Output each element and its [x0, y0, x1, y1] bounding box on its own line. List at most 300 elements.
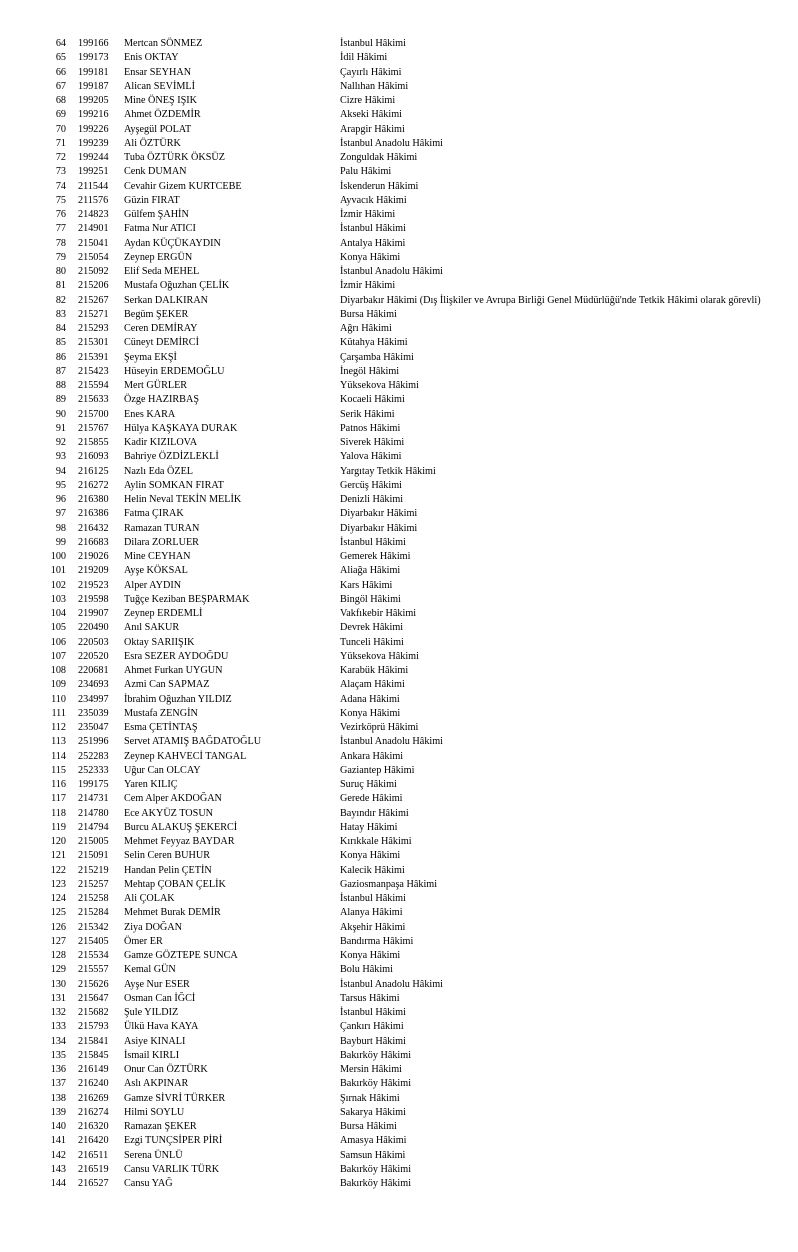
judge-name: Fatma ÇIRAK [124, 508, 184, 520]
table-row [0, 294, 798, 308]
judge-name: Bahriye ÖZDİZLEKLİ [124, 451, 219, 463]
registry-number: 215054 [78, 251, 109, 263]
assignment-post: Gercüş Hâkimi [340, 479, 402, 491]
table-row [0, 1035, 798, 1049]
table-row [0, 764, 798, 778]
table-row [0, 507, 798, 521]
row-number: 112 [51, 722, 66, 733]
judge-name: Ramazan ŞEKER [124, 1121, 197, 1132]
assignment-post: Bakırköy Hâkimi [340, 1163, 412, 1175]
table-row [0, 750, 798, 764]
row-number: 104 [50, 608, 66, 619]
row-number: 121 [50, 850, 66, 862]
table-row [0, 978, 798, 992]
row-number: 125 [50, 907, 66, 919]
assignment-post: İzmir Hâkimi [340, 280, 396, 292]
registry-number: 215405 [78, 935, 109, 947]
judge-name: Hilmi SOYLU [124, 1106, 185, 1118]
judge-name: Kemal GÜN [124, 964, 176, 976]
table-row [0, 336, 798, 350]
assignment-post: Bursa Hâkimi [340, 308, 397, 320]
row-number: 83 [55, 308, 66, 320]
row-number: 123 [50, 878, 66, 890]
judge-name: Aylin SOMKAN FIRAT [124, 479, 224, 491]
assignment-post: Tunceli Hâkimi [340, 636, 404, 648]
row-number: 124 [50, 893, 66, 904]
assignment-post: Çayırlı Hâkimi [340, 66, 402, 78]
row-number: 143 [50, 1163, 66, 1175]
table-row [0, 408, 798, 422]
assignment-post: Yalova Hâkimi [340, 451, 402, 463]
row-number: 106 [50, 636, 66, 648]
registry-number: 216269 [78, 1092, 109, 1104]
assignment-post: Yüksekova Hâkimi [340, 650, 419, 662]
registry-number: 215271 [78, 308, 109, 320]
judge-name: Dilara ZORLUER [124, 536, 199, 548]
judge-name: Aydan KÜÇÜKAYDIN [124, 237, 221, 249]
table-row [0, 108, 798, 122]
assignment-post: Yüksekova Hâkimi [340, 380, 419, 391]
registry-number: 215682 [78, 1007, 109, 1018]
judge-name: Cem Alper AKDOĞAN [124, 793, 222, 805]
table-row [0, 1049, 798, 1063]
table-row [0, 66, 798, 80]
table-row [0, 365, 798, 379]
row-number: 80 [55, 266, 66, 277]
judge-name: Mehtap ÇOBAN ÇELİK [124, 878, 226, 890]
judge-name: Fatma Nur ATICI [124, 223, 196, 235]
judge-name: Helin Neval TEKİN MELİK [124, 494, 242, 505]
assignment-post: Diyarbakır Hâkimi [340, 522, 418, 534]
table-row [0, 80, 798, 94]
judge-name: Zeynep ERDEMLİ [124, 608, 203, 619]
row-number: 140 [50, 1121, 66, 1132]
judge-name: Mustafa Oğuzhan ÇELİK [124, 280, 230, 292]
row-number: 127 [50, 935, 66, 947]
judge-name: Burcu ALAKUŞ ŞEKERCİ [124, 821, 238, 833]
registry-number: 215626 [78, 978, 109, 990]
registry-number: 199239 [78, 137, 109, 149]
table-row [0, 1077, 798, 1091]
registry-number: 216093 [78, 451, 109, 463]
table-row [0, 51, 798, 65]
assignment-post: Antalya Hâkimi [340, 237, 406, 249]
assignment-post: İstanbul Anadolu Hâkimi [340, 736, 443, 748]
table-row [0, 892, 798, 906]
row-number: 93 [55, 451, 66, 463]
row-number: 92 [55, 437, 66, 448]
table-row [0, 664, 798, 678]
judge-name: Anıl SAKUR [124, 622, 180, 634]
registry-number: 215091 [78, 850, 109, 862]
registry-number: 216527 [78, 1178, 109, 1189]
registry-number: 199166 [78, 38, 109, 49]
row-number: 119 [51, 821, 66, 833]
row-number: 105 [50, 622, 66, 634]
table-row [0, 1092, 798, 1106]
row-number: 95 [55, 479, 66, 491]
row-number: 113 [51, 736, 66, 748]
table-row [0, 778, 798, 792]
table-row [0, 792, 798, 806]
registry-number: 219026 [78, 551, 109, 562]
judge-name: Aslı AKPINAR [124, 1078, 189, 1090]
judge-name: Nazlı Eda ÖZEL [124, 465, 194, 477]
table-row [0, 906, 798, 920]
registry-number: 216274 [78, 1106, 109, 1118]
row-number: 116 [51, 779, 66, 790]
assignment-post: Gerede Hâkimi [340, 793, 403, 805]
judge-name: Cenk DUMAN [124, 166, 187, 178]
table-row [0, 222, 798, 236]
registry-number: 199251 [78, 166, 109, 178]
row-number: 110 [51, 693, 66, 705]
assignment-post: Samsun Hâkimi [340, 1149, 406, 1161]
row-number: 74 [55, 180, 66, 192]
table-row [0, 935, 798, 949]
registry-number: 252333 [78, 764, 109, 776]
table-row [0, 650, 798, 664]
registry-number: 214780 [78, 807, 109, 819]
table-row [0, 963, 798, 977]
assignment-post: İstanbul Hâkimi [340, 893, 406, 904]
assignment-post: Şırnak Hâkimi [340, 1092, 400, 1104]
judge-name: Şeyma EKŞİ [124, 351, 177, 363]
row-number: 122 [50, 864, 66, 876]
table-row [0, 1006, 798, 1020]
row-number: 96 [55, 494, 66, 505]
registry-number: 215647 [78, 992, 109, 1004]
row-number: 126 [50, 921, 66, 933]
assignment-post: Patnos Hâkimi [340, 422, 401, 434]
registry-number: 214901 [78, 223, 109, 235]
assignment-post: Sakarya Hâkimi [340, 1106, 406, 1118]
registry-number: 215855 [78, 437, 109, 448]
judge-name: Enis OKTAY [124, 52, 179, 64]
registry-number: 220490 [78, 622, 109, 634]
judge-name: Mine ÖNEŞ IŞIK [124, 95, 198, 106]
judge-name: Kadir KIZILOVA [124, 437, 198, 448]
registry-number: 199216 [78, 109, 109, 121]
row-number: 72 [55, 152, 66, 163]
table-row [0, 550, 798, 564]
assignment-post: Kırıkkale Hâkimi [340, 836, 412, 847]
table-row [0, 279, 798, 293]
table-row [0, 450, 798, 464]
table-row [0, 1149, 798, 1163]
registry-number: 215534 [78, 950, 109, 961]
assignment-post: Vakfıkebir Hâkimi [340, 608, 417, 619]
row-number: 138 [50, 1092, 66, 1104]
row-number: 77 [55, 223, 66, 235]
assignment-list [0, 37, 798, 1191]
table-row [0, 123, 798, 137]
assignment-post: Aliağa Hâkimi [340, 565, 401, 577]
registry-number: 199175 [78, 779, 109, 790]
registry-number: 215845 [78, 1049, 109, 1061]
row-number: 97 [55, 508, 66, 520]
registry-number: 215005 [78, 836, 109, 847]
table-row [0, 180, 798, 194]
judge-name: Handan Pelin ÇETİN [124, 864, 212, 876]
judge-name: Mertcan SÖNMEZ [124, 38, 203, 49]
row-number: 66 [55, 66, 66, 78]
assignment-post: Gaziantep Hâkimi [340, 764, 415, 776]
row-number: 128 [50, 950, 66, 961]
judge-name: Serena ÜNLÜ [124, 1149, 183, 1161]
assignment-post: İskenderun Hâkimi [340, 180, 419, 192]
registry-number: 219907 [78, 608, 109, 619]
judge-name: Ahmet ÖZDEMİR [124, 109, 201, 121]
table-row [0, 151, 798, 165]
table-row [0, 322, 798, 336]
judge-name: Ramazan TURAN [124, 522, 200, 534]
row-number: 134 [50, 1035, 66, 1047]
row-number: 76 [55, 209, 66, 220]
registry-number: 199173 [78, 52, 109, 64]
assignment-post: Suruç Hâkimi [340, 779, 397, 790]
assignment-post: İstanbul Anadolu Hâkimi [340, 978, 443, 990]
row-number: 68 [55, 95, 66, 106]
table-row [0, 479, 798, 493]
registry-number: 220681 [78, 665, 109, 676]
judge-name: Ali ÇOLAK [124, 893, 175, 904]
table-row [0, 265, 798, 279]
judge-name: Osman Can İĞCİ [124, 992, 196, 1004]
registry-number: 215841 [78, 1035, 109, 1047]
row-number: 107 [50, 650, 66, 662]
table-row [0, 351, 798, 365]
judge-name: Tuba ÖZTÜRK ÖKSÜZ [124, 152, 225, 163]
registry-number: 215793 [78, 1021, 109, 1033]
assignment-post: Devrek Hâkimi [340, 622, 404, 634]
assignment-post: Diyarbakır Hâkimi (Dış İlişkiler ve Avrupa Birliği Genel Müdürlüğü'nde Tetkik Hâkimi olarak görevli) [340, 294, 761, 306]
row-number: 144 [50, 1178, 66, 1189]
registry-number: 215257 [78, 878, 109, 890]
registry-number: 211544 [78, 180, 109, 192]
judge-name: Ayşegül POLAT [124, 123, 192, 135]
registry-number: 234693 [78, 679, 109, 691]
judge-name: Uğur Can OLCAY [124, 764, 201, 776]
row-number: 133 [50, 1021, 66, 1033]
table-row [0, 992, 798, 1006]
registry-number: 215767 [78, 422, 109, 434]
registry-number: 214731 [78, 793, 109, 805]
assignment-post: Denizli Hâkimi [340, 494, 404, 505]
registry-number: 199226 [78, 123, 109, 135]
registry-number: 220520 [78, 650, 109, 662]
table-row [0, 1163, 798, 1177]
judge-name: Gülfem ŞAHİN [124, 209, 189, 220]
table-row [0, 864, 798, 878]
assignment-post: İnegöl Hâkimi [340, 365, 400, 377]
assignment-post: Akseki Hâkimi [340, 109, 402, 121]
table-row [0, 493, 798, 507]
assignment-post: Kocaeli Hâkimi [340, 394, 405, 406]
assignment-post: Kütahya Hâkimi [340, 337, 408, 349]
assignment-post: Çankırı Hâkimi [340, 1021, 404, 1033]
row-number: 103 [50, 593, 66, 605]
assignment-post: Kars Hâkimi [340, 579, 393, 591]
judge-name: Ayşe KÖKSAL [124, 565, 188, 577]
judge-name: Ece AKYÜZ TOSUN [124, 807, 214, 819]
row-number: 118 [51, 807, 66, 819]
table-row [0, 821, 798, 835]
assignment-post: İstanbul Anadolu Hâkimi [340, 266, 443, 277]
row-number: 117 [51, 793, 66, 805]
table-row [0, 308, 798, 322]
table-row [0, 678, 798, 692]
assignment-post: Nallıhan Hâkimi [340, 80, 409, 92]
assignment-post: Cizre Hâkimi [340, 95, 396, 106]
judge-name: Güzin FIRAT [124, 194, 180, 206]
registry-number: 219598 [78, 593, 109, 605]
row-number: 101 [50, 565, 66, 577]
row-number: 129 [50, 964, 66, 976]
judge-name: Tuğçe Keziban BEŞPARMAK [124, 593, 250, 605]
assignment-post: Mersin Hâkimi [340, 1064, 402, 1075]
assignment-post: Konya Hâkimi [340, 850, 401, 862]
judge-name: Zeynep KAHVECİ TANGAL [124, 750, 247, 762]
assignment-post: Bolu Hâkimi [340, 964, 393, 976]
assignment-post: Hatay Hâkimi [340, 821, 398, 833]
assignment-post: Adana Hâkimi [340, 693, 400, 705]
registry-number: 215700 [78, 408, 109, 420]
judge-name: Gamze SİVRİ TÜRKER [124, 1092, 226, 1104]
judge-name: Hülya KAŞKAYA DURAK [124, 422, 238, 434]
table-row [0, 436, 798, 450]
assignment-post: Diyarbakır Hâkimi [340, 508, 418, 520]
assignment-post: Serik Hâkimi [340, 408, 395, 420]
assignment-post: Arapgir Hâkimi [340, 123, 405, 135]
judge-name: Alican SEVİMLİ [124, 80, 196, 92]
judge-name: Cevahir Gizem KURTCEBE [124, 180, 242, 192]
table-row [0, 393, 798, 407]
registry-number: 216272 [78, 479, 109, 491]
table-row [0, 1177, 798, 1191]
row-number: 108 [50, 665, 66, 676]
registry-number: 216511 [78, 1149, 109, 1161]
table-row [0, 165, 798, 179]
judge-name: Serkan DALKIRAN [124, 294, 209, 306]
row-number: 79 [55, 251, 66, 263]
table-row [0, 1106, 798, 1120]
table-row [0, 1134, 798, 1148]
table-row [0, 137, 798, 151]
assignment-post: Kalecik Hâkimi [340, 864, 405, 876]
registry-number: 216519 [78, 1163, 109, 1175]
table-row [0, 921, 798, 935]
table-row [0, 564, 798, 578]
table-row [0, 1020, 798, 1034]
row-number: 115 [51, 764, 66, 776]
registry-number: 216432 [78, 522, 109, 534]
table-row [0, 593, 798, 607]
assignment-post: İstanbul Hâkimi [340, 38, 406, 49]
judge-name: Ülkü Hava KAYA [124, 1021, 199, 1033]
assignment-post: İdil Hâkimi [340, 52, 388, 64]
row-number: 82 [55, 294, 66, 306]
table-row [0, 1120, 798, 1134]
judge-name: İbrahim Oğuzhan YILDIZ [124, 693, 232, 705]
assignment-post: İstanbul Hâkimi [340, 223, 406, 235]
assignment-post: Bayburt Hâkimi [340, 1035, 406, 1047]
row-number: 137 [50, 1078, 66, 1090]
table-row [0, 251, 798, 265]
assignment-post: Bayındır Hâkimi [340, 807, 409, 819]
table-row [0, 707, 798, 721]
registry-number: 215041 [78, 237, 109, 249]
row-number: 86 [55, 351, 66, 363]
registry-number: 216320 [78, 1121, 109, 1132]
judge-name: Ali ÖZTÜRK [124, 137, 181, 149]
registry-number: 215258 [78, 893, 109, 904]
row-number: 78 [55, 237, 66, 249]
assignment-post: Konya Hâkimi [340, 707, 401, 719]
row-number: 141 [50, 1135, 66, 1147]
assignment-post: Bursa Hâkimi [340, 1121, 397, 1132]
registry-number: 215557 [78, 964, 109, 976]
judge-name: Şule YILDIZ [124, 1007, 179, 1018]
assignment-post: Bakırköy Hâkimi [340, 1049, 412, 1061]
row-number: 120 [50, 836, 66, 847]
judge-name: Zeynep ERGÜN [124, 251, 193, 263]
judge-name: Ezgi TUNÇSİPER PİRİ [124, 1135, 223, 1147]
row-number: 65 [55, 52, 66, 64]
assignment-post: Bakırköy Hâkimi [340, 1078, 412, 1090]
table-row [0, 1063, 798, 1077]
table-row [0, 849, 798, 863]
registry-number: 199205 [78, 95, 109, 106]
judge-name: Cüneyt DEMİRCİ [124, 337, 199, 349]
judge-name: Gamze GÖZTEPE SUNCA [124, 950, 238, 961]
registry-number: 215391 [78, 351, 109, 363]
table-row [0, 208, 798, 222]
judge-name: Ayşe Nur ESER [124, 978, 190, 990]
judge-name: Ensar SEYHAN [124, 66, 192, 78]
registry-number: 216420 [78, 1135, 109, 1147]
registry-number: 215219 [78, 864, 109, 876]
registry-number: 216149 [78, 1064, 109, 1075]
registry-number: 251996 [78, 736, 109, 748]
table-row [0, 194, 798, 208]
judge-name: Ahmet Furkan UYGUN [124, 665, 223, 676]
row-number: 87 [55, 365, 66, 377]
registry-number: 215633 [78, 394, 109, 406]
judge-name: Oktay SARIIŞIK [124, 636, 195, 648]
assignment-post: Bandırma Hâkimi [340, 935, 414, 947]
registry-number: 214794 [78, 821, 109, 833]
assignment-post: Bakırköy Hâkimi [340, 1178, 412, 1189]
assignment-post: Zonguldak Hâkimi [340, 152, 418, 163]
table-row [0, 237, 798, 251]
row-number: 102 [50, 579, 66, 591]
judge-name: Mustafa ZENGİN [124, 707, 198, 719]
assignment-post: Tarsus Hâkimi [340, 992, 400, 1004]
assignment-post: Vezirköprü Hâkimi [340, 722, 419, 733]
row-number: 69 [55, 109, 66, 121]
registry-number: 199244 [78, 152, 109, 163]
row-number: 70 [55, 123, 66, 135]
registry-number: 234997 [78, 693, 109, 705]
judge-name: Asiye KINALI [124, 1035, 186, 1047]
registry-number: 252283 [78, 750, 109, 762]
table-row [0, 735, 798, 749]
table-row [0, 807, 798, 821]
assignment-post: Gemerek Hâkimi [340, 551, 411, 562]
row-number: 136 [50, 1064, 66, 1075]
table-row [0, 465, 798, 479]
